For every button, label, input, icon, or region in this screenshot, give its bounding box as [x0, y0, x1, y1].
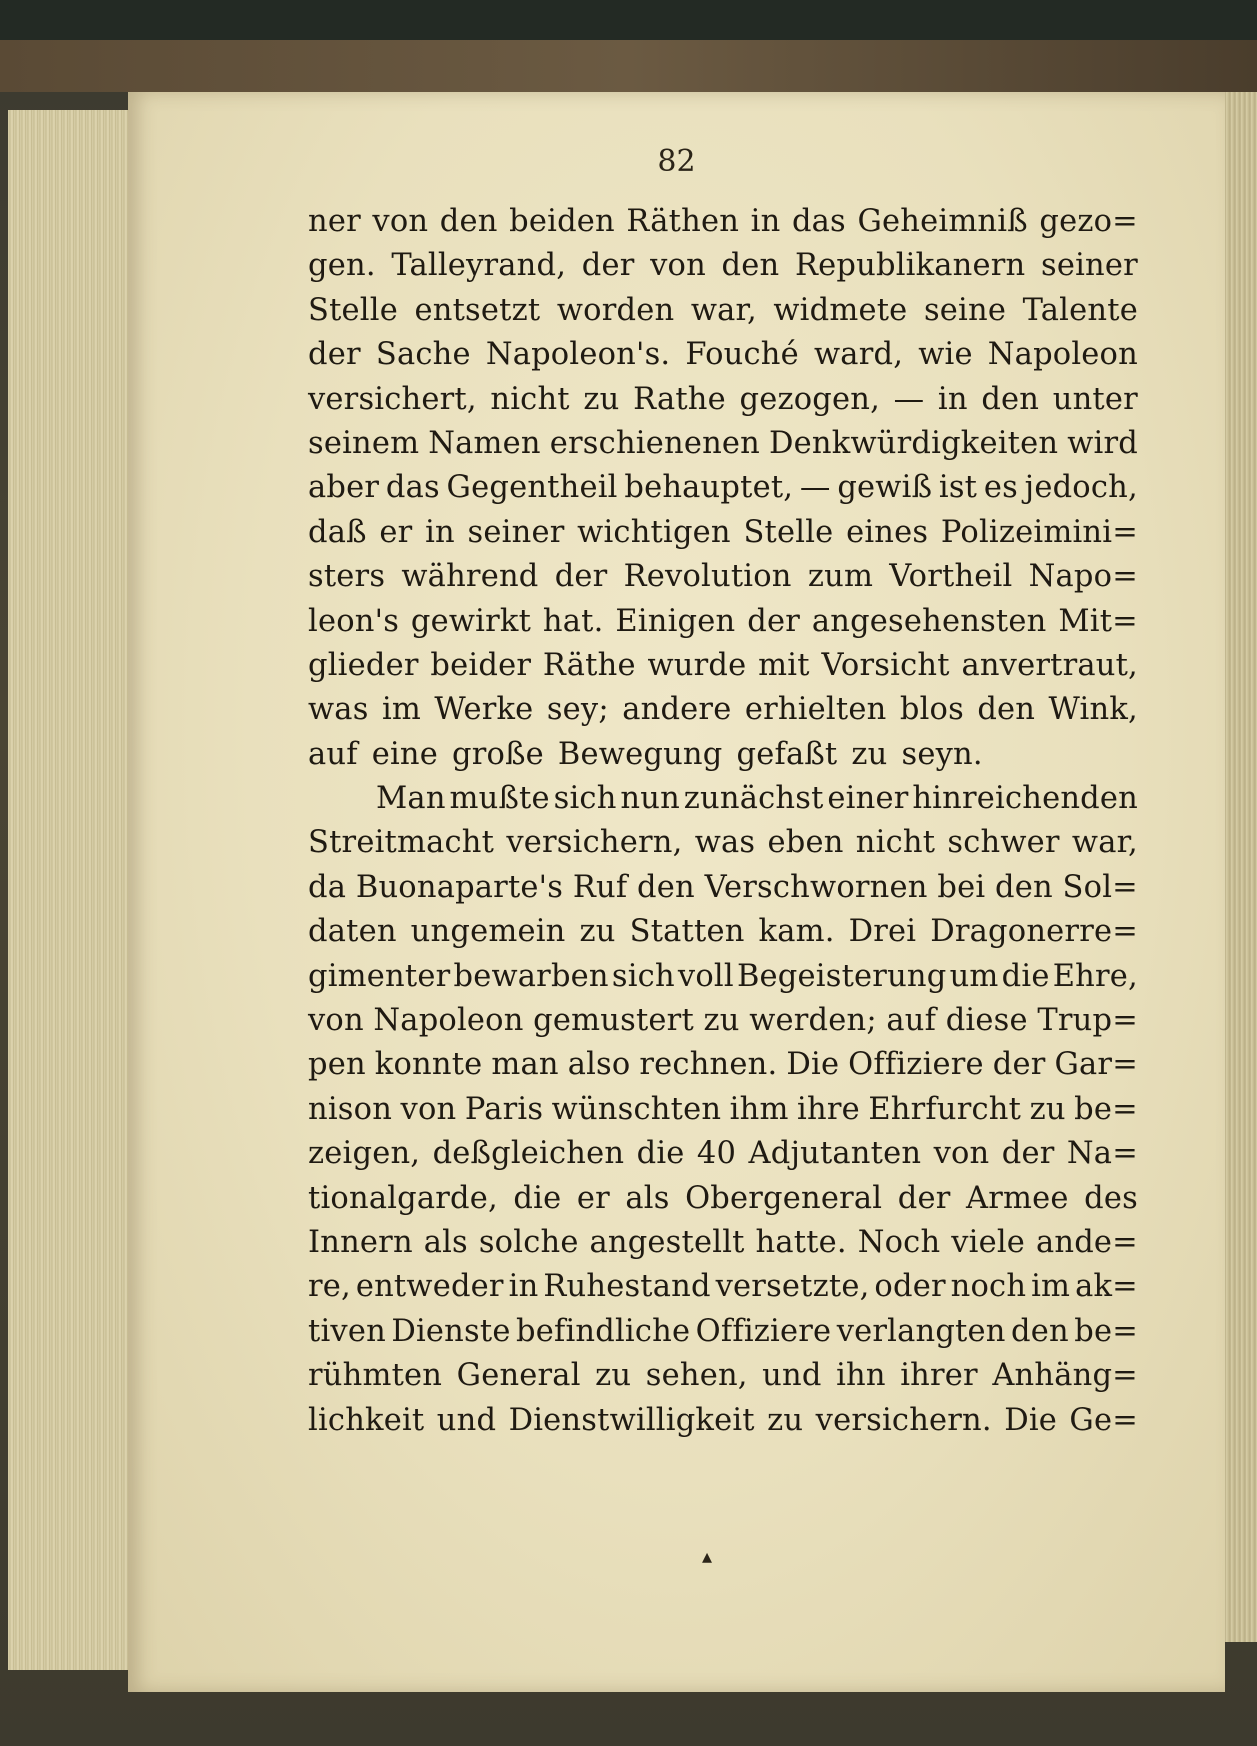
text-line: [308, 333, 1138, 377]
word: den: [995, 869, 1053, 905]
word: wurde: [647, 647, 747, 683]
word: eine: [371, 736, 439, 772]
text-line: [308, 378, 1138, 422]
word: war,: [690, 292, 757, 328]
word: entsetzt: [414, 292, 541, 328]
word: tiven: [308, 1313, 386, 1349]
word: Geheimniß: [857, 204, 1028, 239]
word: ward,: [814, 337, 904, 373]
word: von: [400, 1091, 457, 1127]
word: Stelle: [308, 292, 398, 328]
word: was: [694, 825, 756, 861]
word: von: [650, 248, 706, 284]
word: seyn.: [901, 736, 983, 772]
word: Napoleon's.: [485, 337, 671, 373]
word: anvertraut,: [961, 647, 1138, 683]
word: Werke: [434, 692, 534, 728]
word: er: [576, 1180, 610, 1216]
word: und: [762, 1358, 822, 1394]
word: zu: [579, 914, 616, 950]
word: hat.: [542, 603, 604, 639]
word: jedoch,: [1024, 470, 1138, 506]
text-line: [308, 1310, 1138, 1354]
word: ande=: [1035, 1224, 1138, 1260]
word: seinem: [308, 425, 420, 461]
word: Armee: [966, 1180, 1069, 1216]
word: gen.: [308, 248, 376, 284]
word: er: [379, 514, 413, 550]
word: den: [637, 869, 695, 905]
text-line: [308, 1354, 1138, 1398]
text-line: [308, 1221, 1138, 1265]
text-line: [308, 244, 1138, 288]
word: Buonaparte's: [355, 869, 564, 905]
word: mußte: [449, 781, 550, 817]
word: Begeisterung: [736, 958, 947, 994]
word: Man: [376, 781, 446, 817]
word: versichert,: [308, 381, 477, 417]
word: kam.: [758, 914, 835, 950]
word: versetzte,: [715, 1269, 870, 1305]
word: auf: [308, 736, 358, 772]
word: als: [423, 1224, 468, 1260]
text-line: [308, 777, 1138, 821]
word: während: [401, 559, 539, 595]
word: seine: [923, 292, 1007, 328]
word: Adjutanten: [748, 1136, 922, 1172]
word: viele: [951, 1224, 1026, 1260]
word: seiner: [467, 514, 565, 550]
word: Dienstwilligkeit: [508, 1402, 755, 1438]
word: der: [747, 603, 800, 639]
book-page: [128, 92, 1225, 1692]
word: erschienenen: [549, 425, 761, 461]
word: aber: [308, 470, 380, 506]
word: zunächst: [683, 781, 824, 817]
text-line: [308, 1043, 1138, 1087]
word: behauptet,: [624, 470, 794, 506]
text-line: [308, 644, 1138, 688]
word: das: [791, 204, 846, 239]
word: Innern: [308, 1224, 413, 1260]
word: angestellt: [589, 1224, 745, 1260]
word: zu: [583, 381, 620, 417]
word: den: [1011, 1313, 1069, 1349]
word: gemustert: [533, 1003, 694, 1039]
word: da: [308, 869, 347, 905]
word: von: [933, 1136, 990, 1172]
word: andere: [622, 692, 732, 728]
text-line: [308, 511, 1138, 555]
text-line: [308, 466, 1138, 510]
word: bewarben: [453, 958, 609, 994]
word: Noch: [857, 1224, 941, 1260]
word: die: [513, 1180, 562, 1216]
page-edges-left: [8, 110, 130, 1670]
word: Gar=: [1054, 1047, 1138, 1083]
text-line: [308, 600, 1138, 644]
word: hinreichenden: [912, 781, 1138, 817]
word: gimenter: [308, 958, 451, 994]
word: —: [799, 470, 831, 506]
word: Ruf: [572, 869, 628, 905]
word: man: [491, 1047, 559, 1083]
word: Vortheil: [889, 559, 1013, 595]
word: worden: [556, 292, 675, 328]
word: die: [636, 1136, 685, 1172]
word: sters: [308, 559, 386, 595]
word: Einigen: [615, 603, 736, 639]
word: oder: [874, 1269, 946, 1305]
word: was: [308, 692, 369, 728]
text-line: [308, 555, 1138, 599]
word: wünschten: [551, 1091, 722, 1127]
word: Sache: [375, 337, 471, 373]
signature-mark: ▴: [702, 1544, 713, 1568]
word: leon's: [308, 603, 400, 639]
word: Na=: [1066, 1136, 1138, 1172]
word: wichtigen: [577, 514, 731, 550]
word: Denkwürdigkeiten: [769, 425, 1059, 461]
text-line: [308, 955, 1138, 999]
word: blos: [899, 692, 964, 728]
word: Räthen: [626, 204, 740, 239]
word: versichern,: [506, 825, 683, 861]
word: Verschwornen: [704, 869, 928, 905]
word: rühmten: [308, 1358, 443, 1394]
word: hatte.: [755, 1224, 847, 1260]
word: solche: [478, 1224, 579, 1260]
word: zum: [807, 559, 874, 595]
word: nun: [620, 781, 680, 817]
word: den: [721, 248, 780, 284]
word: den: [977, 692, 1036, 728]
word: das: [385, 470, 440, 506]
word: Trup=: [1037, 1003, 1138, 1039]
text-line: [308, 688, 1138, 732]
word: verlangten: [836, 1313, 1006, 1349]
word: beider: [430, 647, 532, 683]
word: große: [452, 736, 544, 772]
text-line: [308, 1088, 1138, 1132]
word: ak=: [1075, 1269, 1138, 1305]
word: also: [567, 1047, 631, 1083]
word: nison: [308, 1091, 393, 1127]
word: in: [750, 204, 781, 239]
word: in: [425, 514, 455, 550]
word: im: [1031, 1269, 1071, 1305]
word: General: [456, 1358, 581, 1394]
word: Ruhestand: [543, 1269, 711, 1305]
word: Revolution: [623, 559, 792, 595]
word: zu: [595, 1358, 632, 1394]
word: ungemein: [410, 914, 566, 950]
word: der: [554, 559, 608, 595]
word: ihn: [836, 1358, 886, 1394]
word: zu: [703, 1003, 740, 1039]
word: Talleyrand,: [391, 248, 567, 284]
word: Dragonerre=: [930, 914, 1138, 950]
word: gezo=: [1039, 204, 1138, 239]
word: mit: [758, 647, 810, 683]
word: voll: [677, 958, 734, 994]
word: Namen: [428, 425, 541, 461]
word: von: [308, 1003, 364, 1039]
word: glieder: [308, 647, 419, 683]
word: Räthe: [542, 647, 636, 683]
word: es: [983, 470, 1018, 506]
word: Offiziere: [695, 1313, 832, 1349]
text-line: [308, 821, 1138, 865]
word: Dienste: [391, 1313, 511, 1349]
word: den: [439, 204, 498, 239]
word: ihre: [797, 1091, 860, 1127]
word: den: [981, 381, 1040, 417]
word: tionalgarde,: [308, 1180, 498, 1216]
word: in: [508, 1269, 539, 1305]
word: nicht: [855, 825, 936, 861]
word: von: [372, 204, 429, 239]
word: Ehre,: [1052, 958, 1138, 994]
word: versichern.: [815, 1402, 992, 1438]
word: Drei: [848, 914, 917, 950]
word: —: [893, 381, 925, 417]
page-edges-right: [1222, 92, 1257, 1642]
text-line: [308, 910, 1138, 954]
text-line: [308, 1265, 1138, 1309]
word: eines: [846, 514, 929, 550]
word: zu: [851, 736, 888, 772]
word: Napoleon: [373, 1003, 524, 1039]
text-line: [308, 422, 1138, 466]
word: angesehensten: [811, 603, 1047, 639]
word: ihm: [729, 1091, 789, 1127]
word: sich: [553, 781, 617, 817]
word: entweder: [355, 1269, 504, 1305]
word: Paris: [464, 1091, 544, 1127]
word: noch: [950, 1269, 1027, 1305]
word: Polizeimini=: [940, 514, 1138, 550]
word: im: [381, 692, 422, 728]
word: Fouché: [685, 337, 799, 373]
word: die: [1001, 958, 1050, 994]
word: war,: [1071, 825, 1138, 861]
word: konnte: [374, 1047, 483, 1083]
word: Ehrfurcht: [868, 1091, 1022, 1127]
text-line: [308, 1177, 1138, 1221]
word: und: [436, 1402, 497, 1438]
text-line: [308, 289, 1138, 333]
word: rechnen.: [639, 1047, 778, 1083]
word: zu: [1029, 1091, 1066, 1127]
word: Ge=: [1069, 1402, 1138, 1438]
word: in: [937, 381, 968, 417]
word: werden;: [749, 1003, 877, 1039]
word: unter: [1052, 381, 1138, 417]
page-body-text: [308, 200, 1138, 1443]
word: eben: [767, 825, 844, 861]
text-line: [308, 1132, 1138, 1176]
word: Rathe: [633, 381, 726, 417]
word: deßgleichen: [432, 1136, 625, 1172]
word: 40: [696, 1136, 737, 1172]
word: Stelle: [743, 514, 834, 550]
page-number: 82: [657, 144, 696, 179]
word: zu: [767, 1402, 804, 1438]
text-line: [308, 866, 1138, 910]
word: Anhäng=: [992, 1358, 1138, 1394]
word: be=: [1074, 1313, 1138, 1349]
word: pen: [308, 1047, 366, 1083]
word: be=: [1074, 1091, 1138, 1127]
word: Streitmacht: [308, 825, 495, 861]
word: der: [897, 1180, 951, 1216]
word: sey;: [546, 692, 609, 728]
word: sehen,: [645, 1358, 748, 1394]
word: wie: [918, 337, 973, 373]
word: ihrer: [900, 1358, 978, 1394]
word: ner: [308, 204, 361, 239]
word: um: [949, 958, 999, 994]
word: diese: [945, 1003, 1028, 1039]
word: Die: [1004, 1402, 1058, 1438]
word: wird: [1067, 425, 1138, 461]
word: bei: [937, 869, 986, 905]
word: der: [1001, 1136, 1055, 1172]
word: der: [581, 248, 635, 284]
word: gezogen,: [739, 381, 881, 417]
word: widmete: [773, 292, 908, 328]
text-line: [308, 200, 1138, 244]
text-line: [308, 999, 1138, 1043]
word: lichkeit: [308, 1402, 425, 1438]
word: daß: [308, 514, 367, 550]
word: gewirkt: [410, 603, 532, 639]
word: erhielten: [744, 692, 887, 728]
word: befindliche: [515, 1313, 691, 1349]
word: nicht: [490, 381, 570, 417]
word: der: [992, 1047, 1046, 1083]
word: beiden: [509, 204, 615, 239]
word: Gegentheil: [446, 470, 618, 506]
word: Offiziere: [848, 1047, 984, 1083]
word: Wink,: [1048, 692, 1138, 728]
word: Vorsicht: [821, 647, 950, 683]
word: seiner: [1041, 248, 1138, 284]
word: Napoleon: [987, 337, 1138, 373]
word: zeigen,: [308, 1136, 421, 1172]
word: des: [1084, 1180, 1138, 1216]
word: Mit=: [1058, 603, 1138, 639]
word: sich: [611, 958, 675, 994]
text-line: [308, 1399, 1138, 1443]
word: Bewegung: [557, 736, 723, 772]
word: re,: [308, 1269, 351, 1305]
book-cover-top-edge: [0, 40, 1257, 92]
word: als: [625, 1180, 670, 1216]
word: gefaßt: [736, 736, 838, 772]
word: schwer: [947, 825, 1060, 861]
word: Statten: [629, 914, 745, 950]
word: einer: [827, 781, 909, 817]
word: daten: [308, 914, 397, 950]
text-line: [308, 733, 1138, 777]
word: Die: [786, 1047, 840, 1083]
word: gewiß: [837, 470, 933, 506]
word: Talente: [1022, 292, 1138, 328]
word: Republikanern: [794, 248, 1026, 284]
word: ist: [938, 470, 978, 506]
word: der: [308, 337, 361, 373]
word: Sol=: [1062, 869, 1138, 905]
word: Napo=: [1028, 559, 1138, 595]
word: auf: [886, 1003, 937, 1039]
word: Obergeneral: [685, 1180, 883, 1216]
